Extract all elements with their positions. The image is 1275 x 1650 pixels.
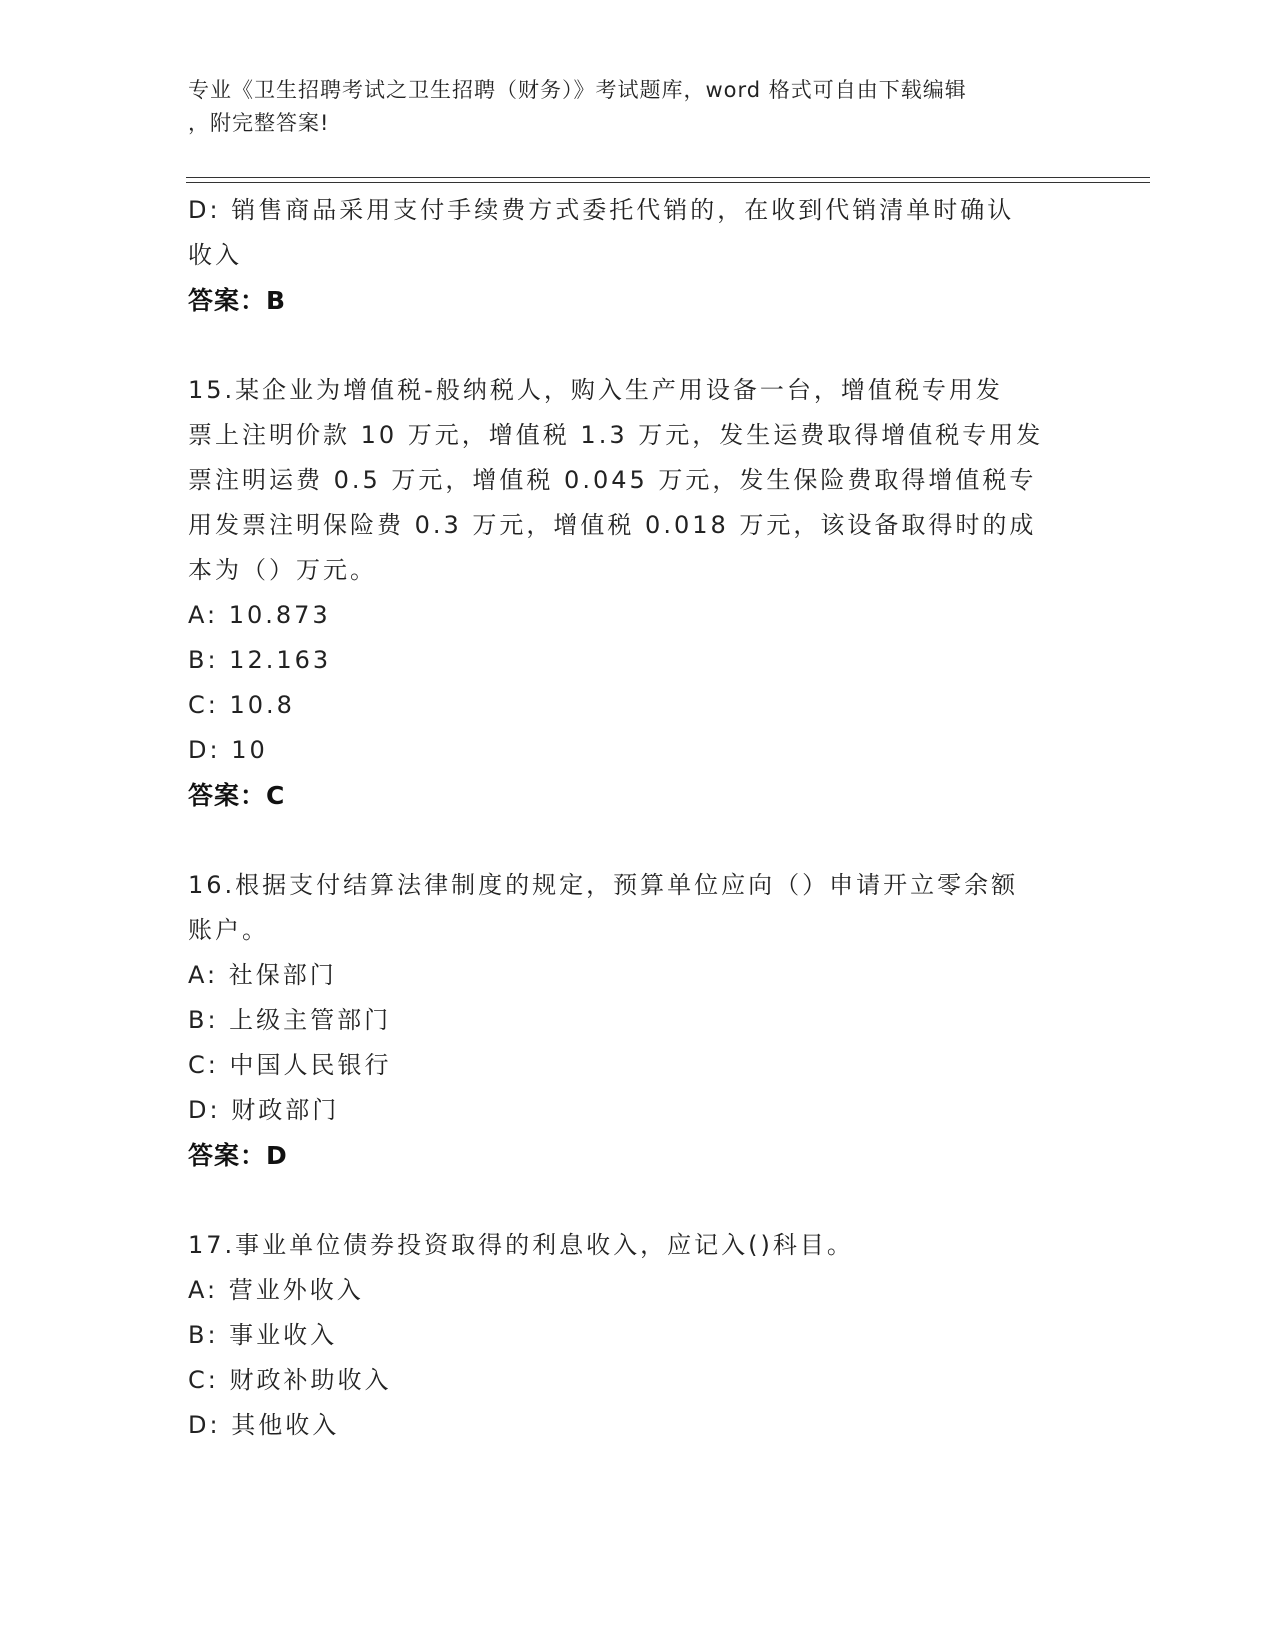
option-b: B: 事业收入 (188, 1321, 338, 1349)
option-c: C: 10.8 (188, 691, 295, 719)
question-line: 票注明运费 0.5 万元，增值税 0.045 万元，发生保险费取得增值税专 (188, 466, 1037, 494)
question-line: 17.事业单位债券投资取得的利息收入，应记入()科目。 (188, 1231, 854, 1259)
option-a: A: 营业外收入 (188, 1276, 364, 1304)
answer-line: 答案：C (188, 781, 286, 810)
question-line: 本为（）万元。 (188, 556, 377, 584)
question-line: 用发票注明保险费 0.3 万元，增值税 0.018 万元，该设备取得时的成 (188, 511, 1037, 539)
option-d: D: 10 (188, 736, 268, 764)
option-b: B: 12.163 (188, 646, 332, 674)
answer-line: 答案：B (188, 286, 287, 315)
header-rule-bottom (186, 182, 1150, 183)
option-a: A: 社保部门 (188, 961, 337, 989)
question-line: 票上注明价款 10 万元，增值税 1.3 万元，发生运费取得增值税专用发 (188, 421, 1044, 449)
question-line: 16.根据支付结算法律制度的规定，预算单位应向（）申请开立零余额 (188, 871, 1019, 899)
question-line: 15.某企业为增值税-般纳税人，购入生产用设备一台，增值税专用发 (188, 376, 1003, 404)
option-d: D: 其他收入 (188, 1411, 340, 1439)
option-b: B: 上级主管部门 (188, 1006, 392, 1034)
option-d-line-2: 收入 (188, 241, 242, 269)
question-line: 账户。 (188, 916, 269, 944)
header-rule-top (186, 177, 1150, 178)
option-c: C: 财政补助收入 (188, 1366, 392, 1394)
question-block-15 (188, 368, 1088, 819)
question-block-17 (188, 1223, 1088, 1448)
spacer (188, 1179, 1088, 1223)
question-block-16 (188, 863, 1088, 1179)
header-line-1: 专业《卫生招聘考试之卫生招聘（财务）》考试题库，word 格式可自由下载编辑 (188, 78, 967, 102)
option-d-line-1: D: 销售商品采用支付手续费方式委托代销的，在收到代销清单时确认 (188, 196, 1015, 224)
answer-line: 答案：D (188, 1141, 288, 1170)
document-header (188, 74, 1068, 140)
option-a: A: 10.873 (188, 601, 331, 629)
spacer (188, 819, 1088, 863)
option-d: D: 财政部门 (188, 1096, 340, 1124)
question-content (188, 188, 1088, 1448)
option-c: C: 中国人民银行 (188, 1051, 392, 1079)
header-line-2: ，附完整答案! (188, 111, 330, 135)
spacer (188, 324, 1088, 368)
